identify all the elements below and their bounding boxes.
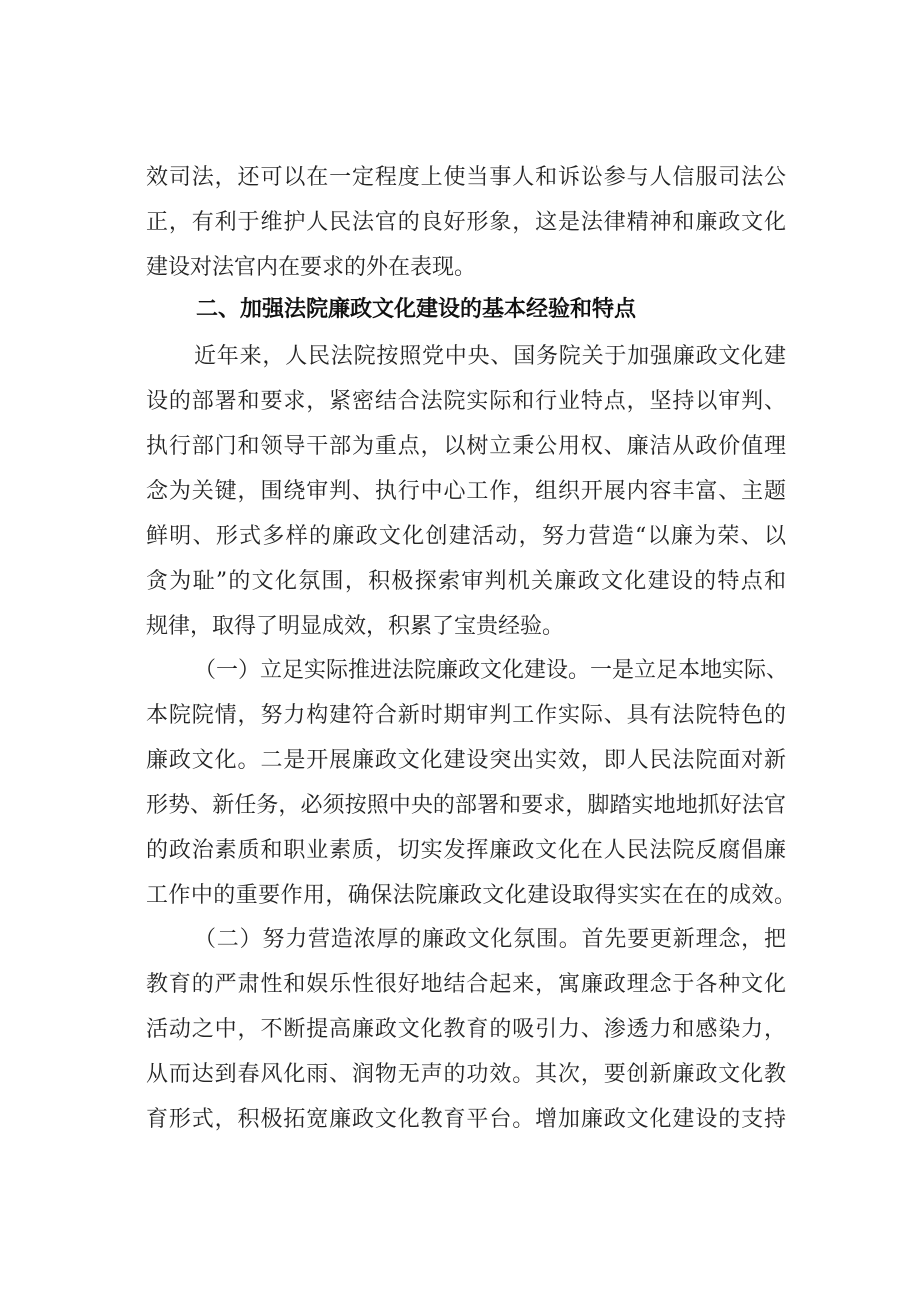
- text-line: 念为关键，围绕审判、执行中心工作，组织开展内容丰富、主题: [146, 479, 786, 504]
- text-line: 贪为耻”的文化氛围，积极探索审判机关廉政文化建设的特点和: [146, 569, 786, 594]
- text-line: 形势、新任务，必须按照中央的部署和要求，脚踏实地地抓好法官: [146, 793, 786, 818]
- text-line: （二）努力营造浓厚的廉政文化氛围。首先要更新理念，把: [194, 927, 786, 952]
- text-line: 建设对法官内在要求的外在表现。: [146, 255, 477, 280]
- section-heading: 二、加强法院廉政文化建设的基本经验和特点: [196, 297, 637, 322]
- text-line: 工作中的重要作用，确保法院廉政文化建设取得实实在在的成效。: [146, 883, 796, 908]
- text-line: 育形式，积极拓宽廉政文化教育平台。增加廉政文化建设的支持: [146, 1107, 786, 1132]
- text-line: 鲜明、形式多样的廉政文化创建活动，努力营造“以廉为荣、以: [146, 524, 786, 549]
- text-line: 本院院情，努力构建符合新时期审判工作实际、具有法院特色的: [146, 703, 786, 728]
- text-line: 活动之中，不断提高廉政文化教育的吸引力、渗透力和感染力，: [146, 1017, 786, 1042]
- text-line: 正，有利于维护人民法官的良好形象，这是法律精神和廉政文化: [146, 210, 786, 235]
- text-line: 的政治素质和职业素质，切实发挥廉政文化在人民法院反腐倡廉: [146, 838, 786, 863]
- text-line: （一）立足实际推进法院廉政文化建设。一是立足本地实际、: [194, 658, 789, 683]
- text-line: 规律，取得了明显成效，积累了宝贵经验。: [146, 614, 565, 639]
- text-line: 廉政文化。二是开展廉政文化建设突出实效，即人民法院面对新: [146, 748, 786, 773]
- text-line: 从而达到春风化雨、润物无声的功效。其次，要创新廉政文化教: [146, 1062, 786, 1087]
- text-line: 教育的严肃性和娱乐性很好地结合起来，寓廉政理念于各种文化: [146, 972, 786, 997]
- text-line: 近年来，人民法院按照党中央、国务院关于加强廉政文化建: [194, 344, 786, 369]
- text-line: 效司法，还可以在一定程度上使当事人和诉讼参与人信服司法公: [146, 165, 786, 190]
- text-line: 设的部署和要求，紧密结合法院实际和行业特点，坚持以审判、: [146, 389, 786, 414]
- text-line: 执行部门和领导干部为重点，以树立秉公用权、廉洁从政价值理: [146, 434, 786, 459]
